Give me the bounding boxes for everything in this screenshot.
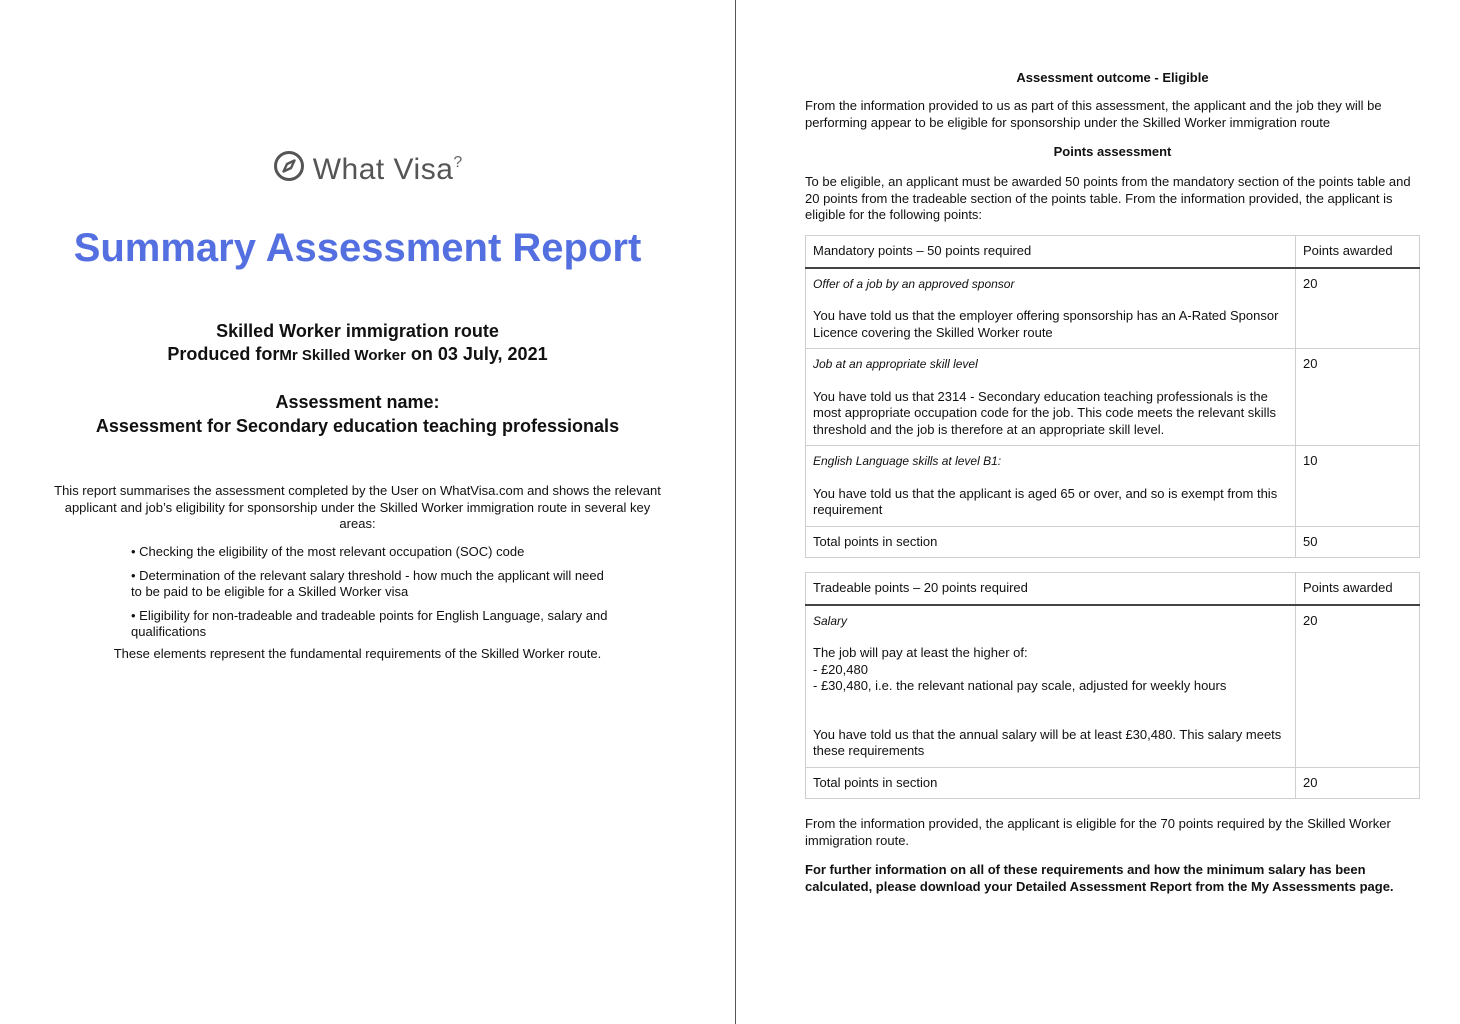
- table-row: [806, 349, 1420, 446]
- salary-option-2: - £30,480, i.e. the relevant national pay scale, adjusted for weekly hours: [813, 678, 1227, 693]
- key-areas-list: [131, 544, 611, 648]
- eligibility-summary: From the information provided, the applicant is eligible for the 70 points required by the Skilled Worker immigration route.: [805, 816, 1391, 848]
- assessment-name-value: Assessment for Secondary education teaching professionals: [95, 416, 620, 436]
- mandatory-header: Mandatory points – 50 points required: [806, 236, 1296, 268]
- further-info-note: For further information on all of these requirements and how the minimum salary has been calculated, please download your Detailed Assessment Report from the My Assessments page.: [805, 862, 1394, 894]
- points-awarded-header: Points awarded: [1296, 236, 1420, 268]
- points-cell: 20: [1296, 268, 1420, 349]
- tradeable-points-table: [805, 572, 1420, 799]
- points-cell: 10: [1296, 446, 1420, 527]
- criterion-cell: [806, 268, 1296, 349]
- table-header-row: [806, 573, 1420, 605]
- applicant-name: Mr Skilled Worker: [279, 347, 406, 364]
- tradeable-header: Tradeable points – 20 points required: [806, 573, 1296, 605]
- route-name: Skilled Worker immigration route: [216, 321, 499, 341]
- compass-icon: [273, 150, 305, 190]
- produced-prefix: Produced for: [167, 344, 280, 364]
- produced-date: on 03 July, 2021: [405, 344, 548, 364]
- right-page: [736, 0, 1460, 1024]
- points-paragraph: To be eligible, an applicant must be awarded 50 points from the mandatory section of the points table and 20 points from the tradeable section of the points table. From the information provided, the applicant is eligible for the following points:: [805, 174, 1411, 222]
- table-row: [806, 605, 1420, 768]
- outro-paragraph: These elements represent the fundamental requirements of the Skilled Worker route.: [113, 646, 602, 661]
- report-title: Summary Assessment Report: [73, 226, 642, 270]
- salary-option-1: - £20,480: [813, 661, 868, 677]
- total-row: [806, 526, 1420, 558]
- outcome-paragraph: From the information provided to us as part of this assessment, the applicant and the job they will be performing appear to be eligible for sponsorship under the Skilled Worker immigration route: [805, 98, 1382, 130]
- mandatory-points-table: [805, 235, 1420, 558]
- list-item: • Checking the eligibility of the most relevant occupation (SOC) code: [131, 544, 525, 559]
- criterion-title: Job at an appropriate skill level: [813, 357, 978, 371]
- salary-intro: The job will pay at least the higher of:: [813, 645, 1028, 660]
- produced-for-line: [0, 344, 715, 365]
- criterion-title: Salary: [813, 613, 848, 628]
- points-heading: Points assessment: [1053, 144, 1172, 159]
- table-header-row: [806, 236, 1420, 268]
- total-row: [806, 767, 1420, 799]
- criterion-title: English Language skills at level B1:: [813, 454, 1002, 468]
- logo-question-mark: ?: [453, 153, 463, 171]
- total-points: 20: [1296, 767, 1420, 799]
- table-row: [806, 446, 1420, 527]
- intro-paragraph: This report summarises the assessment completed by the User on WhatVisa.com and shows the relevant applicant and job’s eligibility for sponsorship under the Skilled Worker immigration route in several key areas:: [54, 483, 661, 531]
- criterion-cell: [806, 605, 1296, 768]
- criterion-detail: You have told us that the employer offering sponsorship has an A-Rated Sponsor Licence covering the Skilled Worker route: [813, 308, 1279, 340]
- outcome-heading: Assessment outcome - Eligible: [1016, 70, 1209, 85]
- assessment-name-label: Assessment name:: [275, 392, 440, 412]
- points-cell: 20: [1296, 349, 1420, 446]
- total-label: Total points in section: [806, 767, 1296, 799]
- criterion-detail: You have told us that 2314 - Secondary education teaching professionals is the most appropriate occupation code for the job. This code meets the relevant skills threshold and the job is therefore at an appropriate skill level.: [813, 388, 1276, 437]
- list-item: • Determination of the relevant salary threshold - how much the applicant will need to be paid to be eligible for a Skilled Worker visa: [131, 567, 604, 599]
- list-item: • Eligibility for non-tradeable and tradeable points for English Language, salary and qualifications: [131, 607, 608, 639]
- criterion-detail: You have told us that the applicant is aged 65 or over, and so is exempt from this requirement: [813, 485, 1278, 517]
- points-cell: 20: [1296, 605, 1420, 768]
- criterion-title: Offer of a job by an approved sponsor: [813, 276, 1015, 291]
- points-awarded-header: Points awarded: [1296, 573, 1420, 605]
- total-points: 50: [1296, 526, 1420, 558]
- table-row: [806, 268, 1420, 349]
- criterion-cell: [806, 446, 1296, 527]
- logo-text: What Visa: [312, 153, 454, 186]
- total-label: Total points in section: [806, 526, 1296, 558]
- criterion-cell: [806, 349, 1296, 446]
- criterion-detail: You have told us that the annual salary will be at least £30,480. This salary meets these requirements: [813, 726, 1282, 758]
- whatvisa-logo: [0, 150, 735, 190]
- spacer: [813, 695, 1288, 727]
